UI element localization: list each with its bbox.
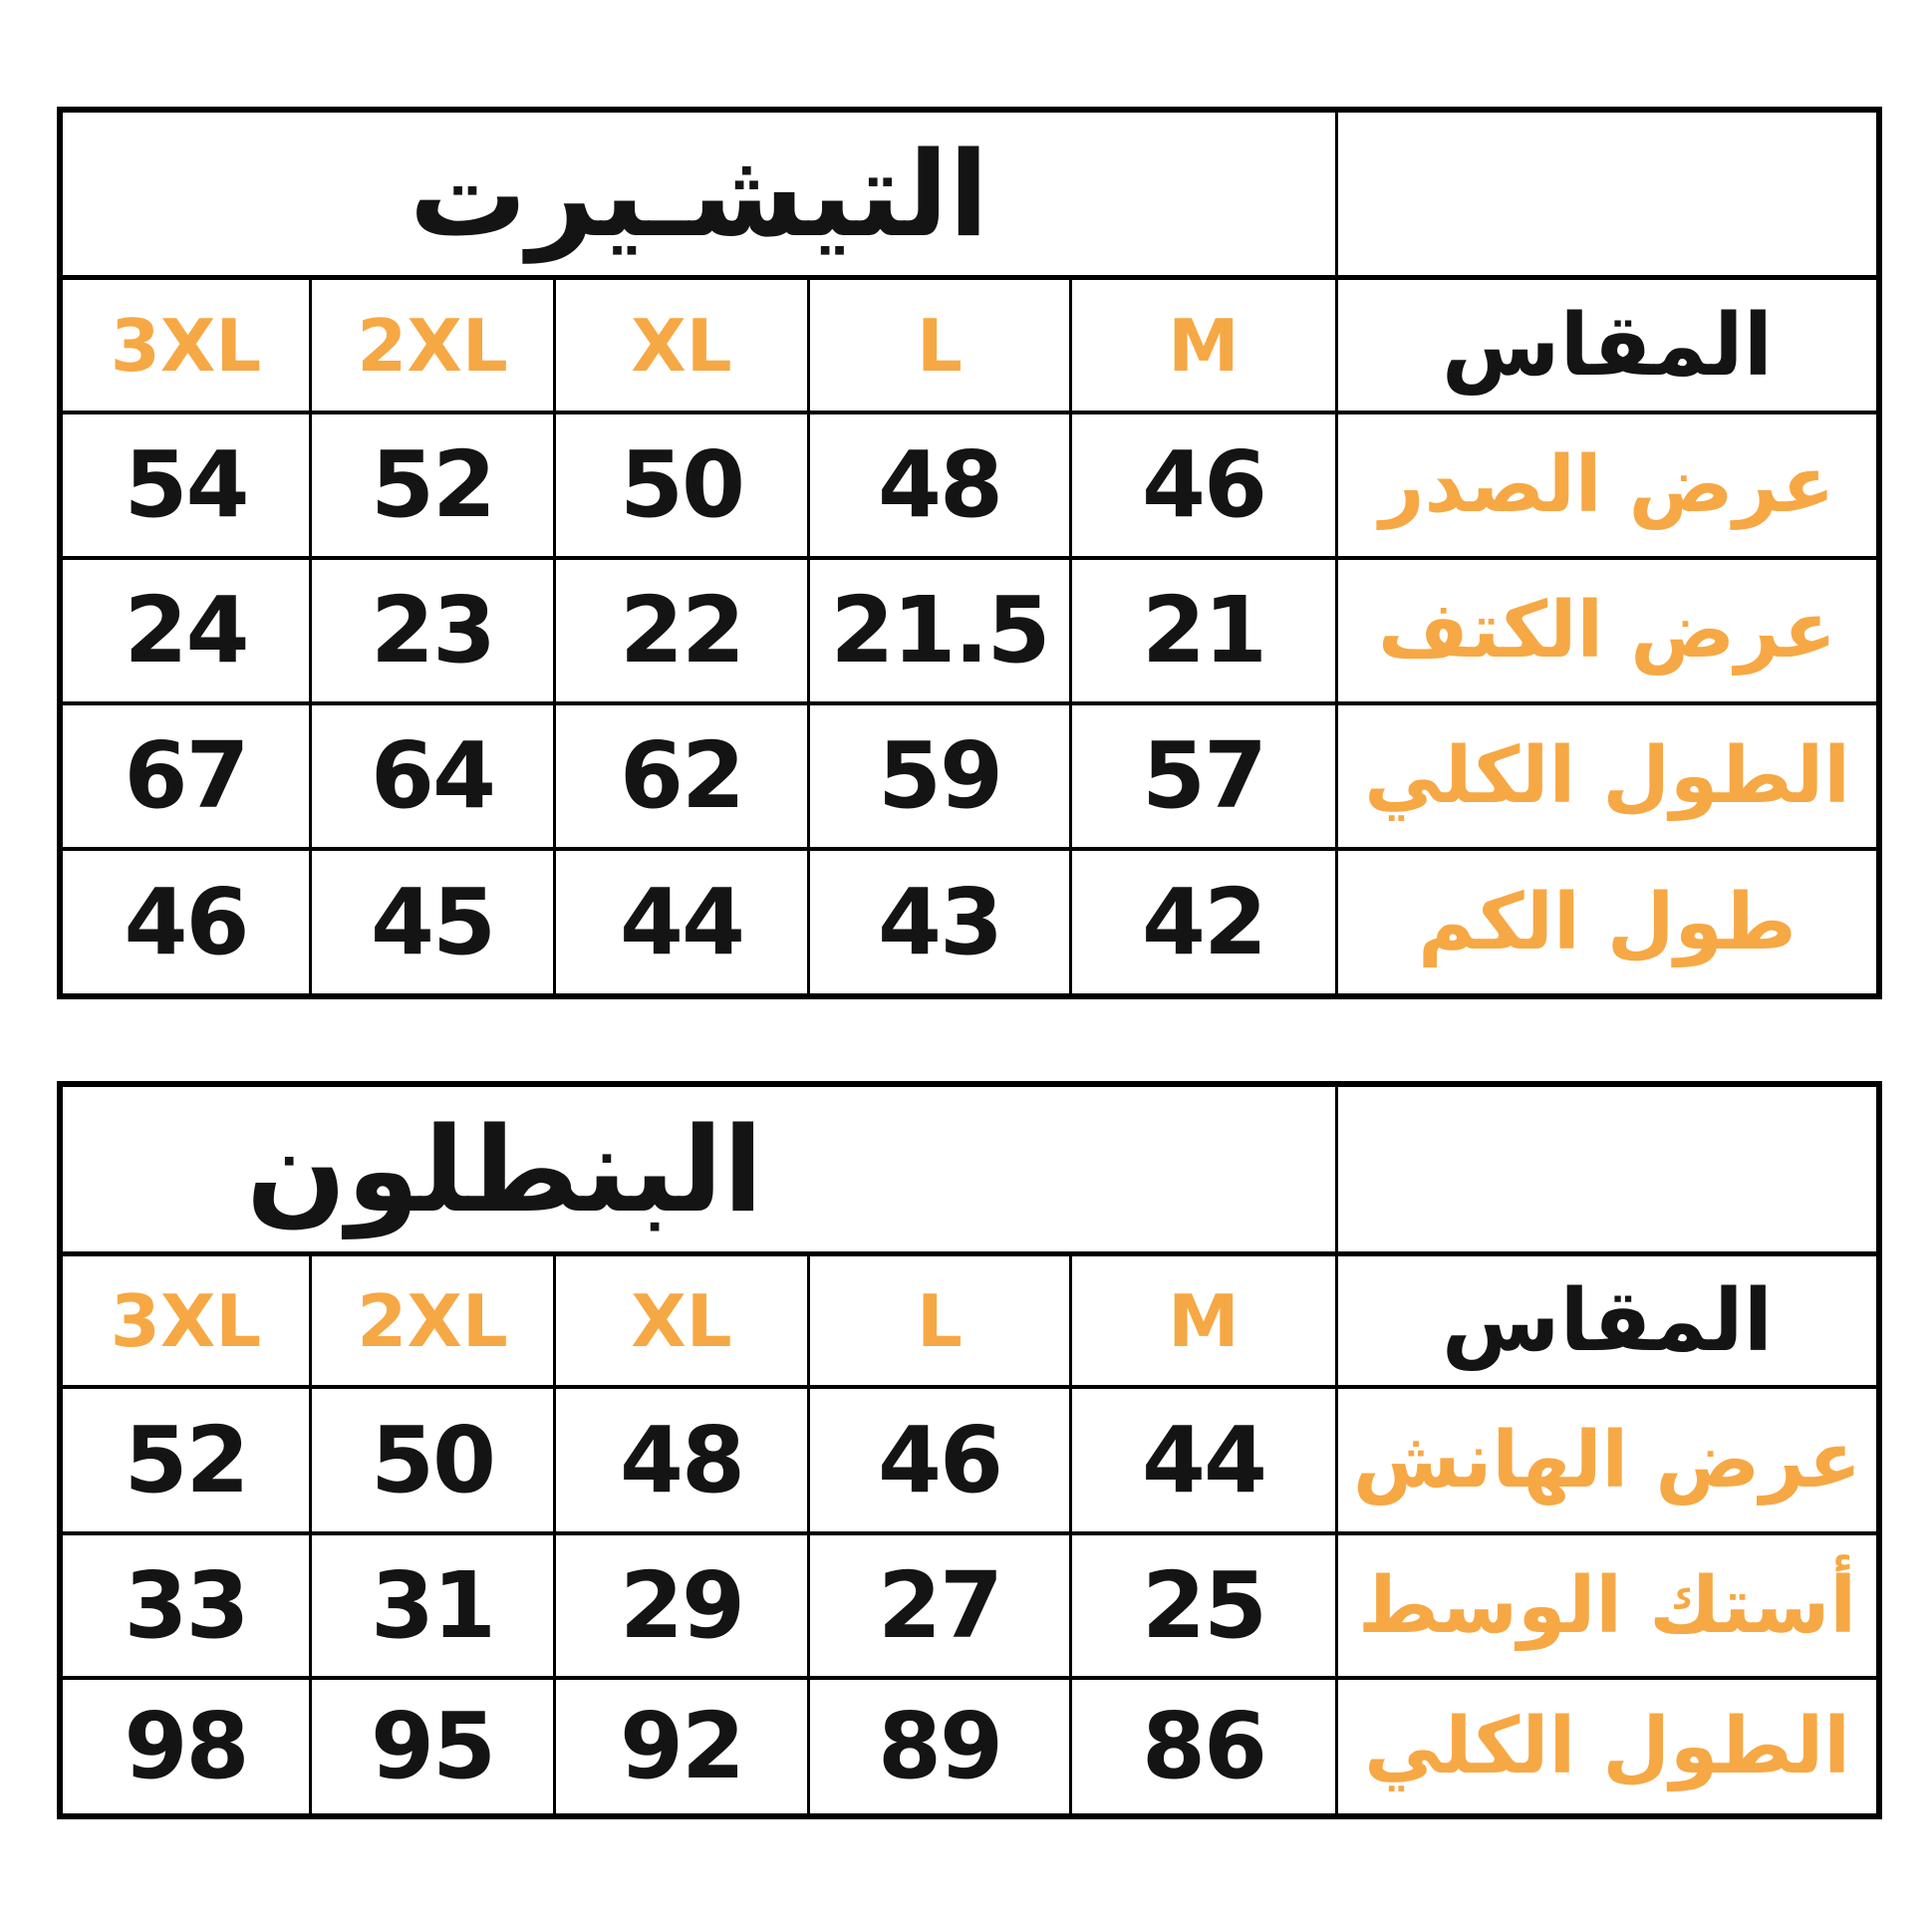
tshirt-measure-header: المقاس [1335,275,1876,411]
value-cell: 67 [63,701,309,847]
tshirt-size-header-xl: XL [553,275,807,411]
value-cell: 59 [807,701,1069,847]
tshirt-size-header-2xl: 2XL [309,275,553,411]
value-cell: 95 [309,1676,553,1813]
value-cell: 42 [1069,847,1335,993]
pants-size-header-3xl: 3XL [63,1251,309,1385]
value-cell: 64 [309,701,553,847]
tshirt-size-header-l: L [807,275,1069,411]
value-cell: 50 [309,1385,553,1531]
value-cell: 44 [1069,1385,1335,1531]
value-cell: 62 [553,701,807,847]
value-cell: 21.5 [807,556,1069,701]
measure-label-waist-elastic: أستك الوسط [1335,1531,1876,1676]
pants-table-title: البنطلون [246,1100,763,1238]
pants-measure-header: المقاس [1335,1251,1876,1385]
pants-size-header-xl: XL [553,1251,807,1385]
value-cell: 89 [807,1676,1069,1813]
value-cell: 27 [807,1531,1069,1676]
value-cell: 25 [1069,1531,1335,1676]
value-cell: 44 [553,847,807,993]
value-cell: 43 [807,847,1069,993]
measure-label-shoulder-width: عرض الكتف [1335,556,1876,701]
value-cell: 24 [63,556,309,701]
value-cell: 54 [63,411,309,556]
measure-label-total-length: الطول الكلي [1335,1676,1876,1813]
value-cell: 50 [553,411,807,556]
measure-label-hip-width: عرض الهانش [1335,1385,1876,1531]
value-cell: 21 [1069,556,1335,701]
pants-size-header-l: L [807,1251,1069,1385]
pants-size-header-m: M [1069,1251,1335,1385]
value-cell: 23 [309,556,553,701]
measure-label-sleeve-length: طول الكم [1335,847,1876,993]
pants-title-empty-cell [1335,1087,1876,1251]
value-cell: 46 [1069,411,1335,556]
value-cell: 48 [807,411,1069,556]
value-cell: 86 [1069,1676,1335,1813]
pants-size-table [57,1081,1882,1819]
value-cell: 33 [63,1531,309,1676]
tshirt-title-empty-cell [1335,113,1876,275]
value-cell: 31 [309,1531,553,1676]
value-cell: 92 [553,1676,807,1813]
value-cell: 46 [63,847,309,993]
tshirt-size-table [57,107,1882,999]
value-cell: 98 [63,1676,309,1813]
measure-label-total-length: الطول الكلي [1335,701,1876,847]
measure-label-chest-width: عرض الصدر [1335,411,1876,556]
value-cell: 48 [553,1385,807,1531]
tshirt-size-header-m: M [1069,275,1335,411]
value-cell: 46 [807,1385,1069,1531]
value-cell: 57 [1069,701,1335,847]
value-cell: 45 [309,847,553,993]
tshirt-table-title: التيشـيرت [409,125,989,263]
tshirt-size-header-3xl: 3XL [63,275,309,411]
value-cell: 22 [553,556,807,701]
value-cell: 29 [553,1531,807,1676]
value-cell: 52 [63,1385,309,1531]
value-cell: 52 [309,411,553,556]
pants-size-header-2xl: 2XL [309,1251,553,1385]
